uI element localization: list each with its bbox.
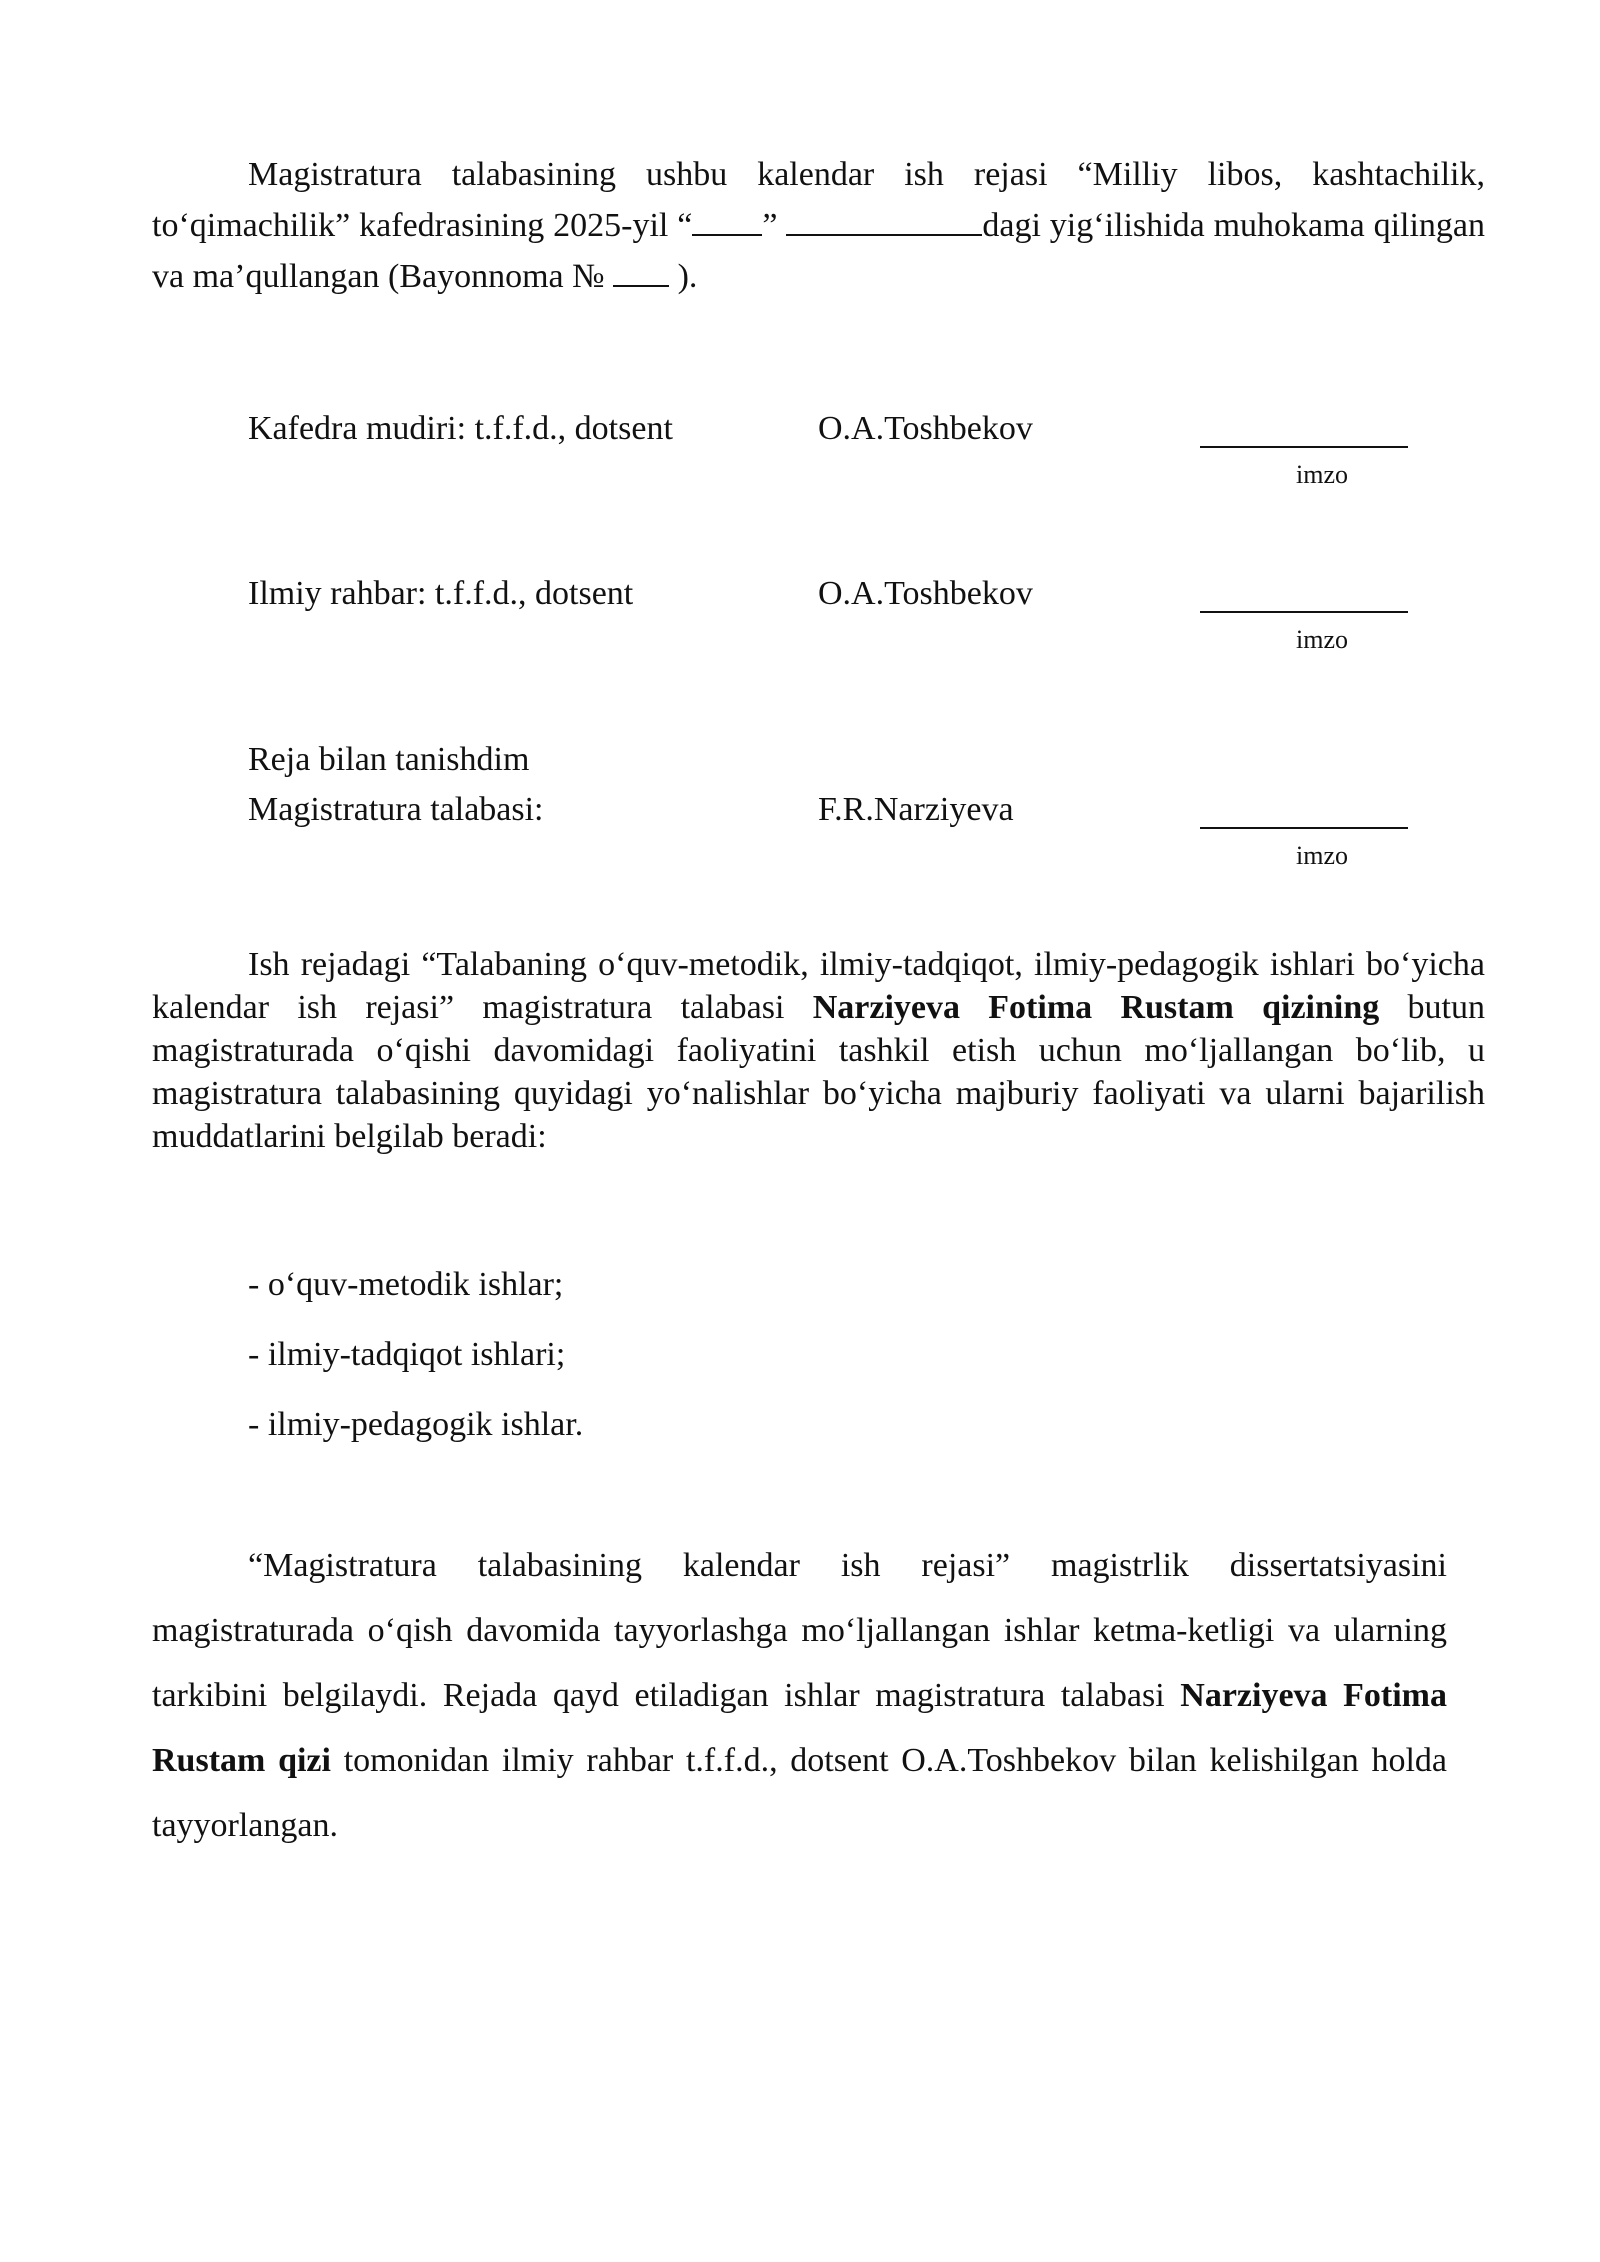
list-item: - ilmiy-pedagogik ishlar. — [248, 1406, 584, 1443]
approval-text-4: ). — [669, 258, 698, 295]
signature-row-student-intro — [0, 735, 1600, 785]
signature-line — [1200, 827, 1408, 829]
signature-row-head-of-department — [0, 404, 1600, 524]
approval-text-1: Magistratura talabasining ushbu kalendar ish rejasi “Milliy libos, kashtachilik, to‘qimachilik” kafedrasining 2025-yil “ — [152, 156, 1485, 244]
month-blank — [786, 200, 982, 236]
para1-text-before: Ish rejadagi “Talabaning o‘quv-metodik, ilmiy-tadqiqot, ilmiy-pedagogik ishlari bo‘yicha kalendar ish rejasi” magistratura talabasi — [152, 946, 1485, 1026]
para2-text-before: “Magistratura talabasining kalendar ish rejasi” magistrlik dissertatsiyasini magistraturada o‘qish davomida tayyorlashga mo‘ljallangan ishlar ketma-ketligi va ularning tarkibini belgilaydi. Rejada qayd etiladigan ishlar magistratura talabasi — [152, 1547, 1447, 1714]
list-item: - ilmiy-tadqiqot ishlari; — [248, 1336, 566, 1373]
para2-text-after: tomonidan ilmiy rahbar t.f.f.d., dotsent O.A.Toshbekov bilan kelishilgan holda tayyorlangan. — [152, 1742, 1448, 1844]
signature-caption: imzo — [1296, 841, 1348, 870]
signature-name: F.R.Narziyeva — [818, 791, 1014, 828]
acknowledgement-label: Reja bilan tanishdim — [248, 741, 530, 778]
protocol-number-blank — [613, 251, 669, 287]
signature-row-supervisor — [0, 569, 1600, 689]
student-name-bold: Narziyeva Fotima Rustam qizi — [152, 1677, 1447, 1779]
signature-row-student — [0, 785, 1600, 905]
approval-text-2: ” — [762, 207, 787, 244]
activity-list — [248, 1260, 583, 1470]
signature-line — [1200, 446, 1408, 448]
approval-paragraph — [152, 150, 1485, 302]
signature-role: Kafedra mudiri: t.f.f.d., dotsent — [248, 410, 673, 447]
signature-caption: imzo — [1296, 460, 1348, 489]
signature-line — [1200, 611, 1408, 613]
signature-role: Ilmiy rahbar: t.f.f.d., dotsent — [248, 575, 634, 612]
plan-description-paragraph — [152, 943, 1485, 1158]
signature-name: O.A.Toshbekov — [818, 410, 1033, 447]
signature-role: Magistratura talabasi: — [248, 791, 544, 828]
signature-name: O.A.Toshbekov — [818, 575, 1033, 612]
calendar-plan-paragraph — [152, 1533, 1447, 1858]
para1-text-after: butun magistraturada o‘qishi davomidagi faoliyatini tashkil etish uchun mo‘ljallangan bo‘lib, u magistratura talabasining quyidagi yo‘nalishlar bo‘yicha majburiy faoliyati va ularni bajarilish muddatlarini belgilab beradi: — [152, 989, 1485, 1155]
list-item: - o‘quv-metodik ishlar; — [248, 1266, 564, 1303]
day-blank — [692, 200, 762, 236]
signature-caption: imzo — [1296, 625, 1348, 654]
student-name-bold: Narziyeva Fotima Rustam qizining — [812, 989, 1380, 1026]
approval-text-3: dagi yig‘ilishida muhokama qilingan va ma’qullangan (Bayonnoma № — [152, 207, 1486, 295]
